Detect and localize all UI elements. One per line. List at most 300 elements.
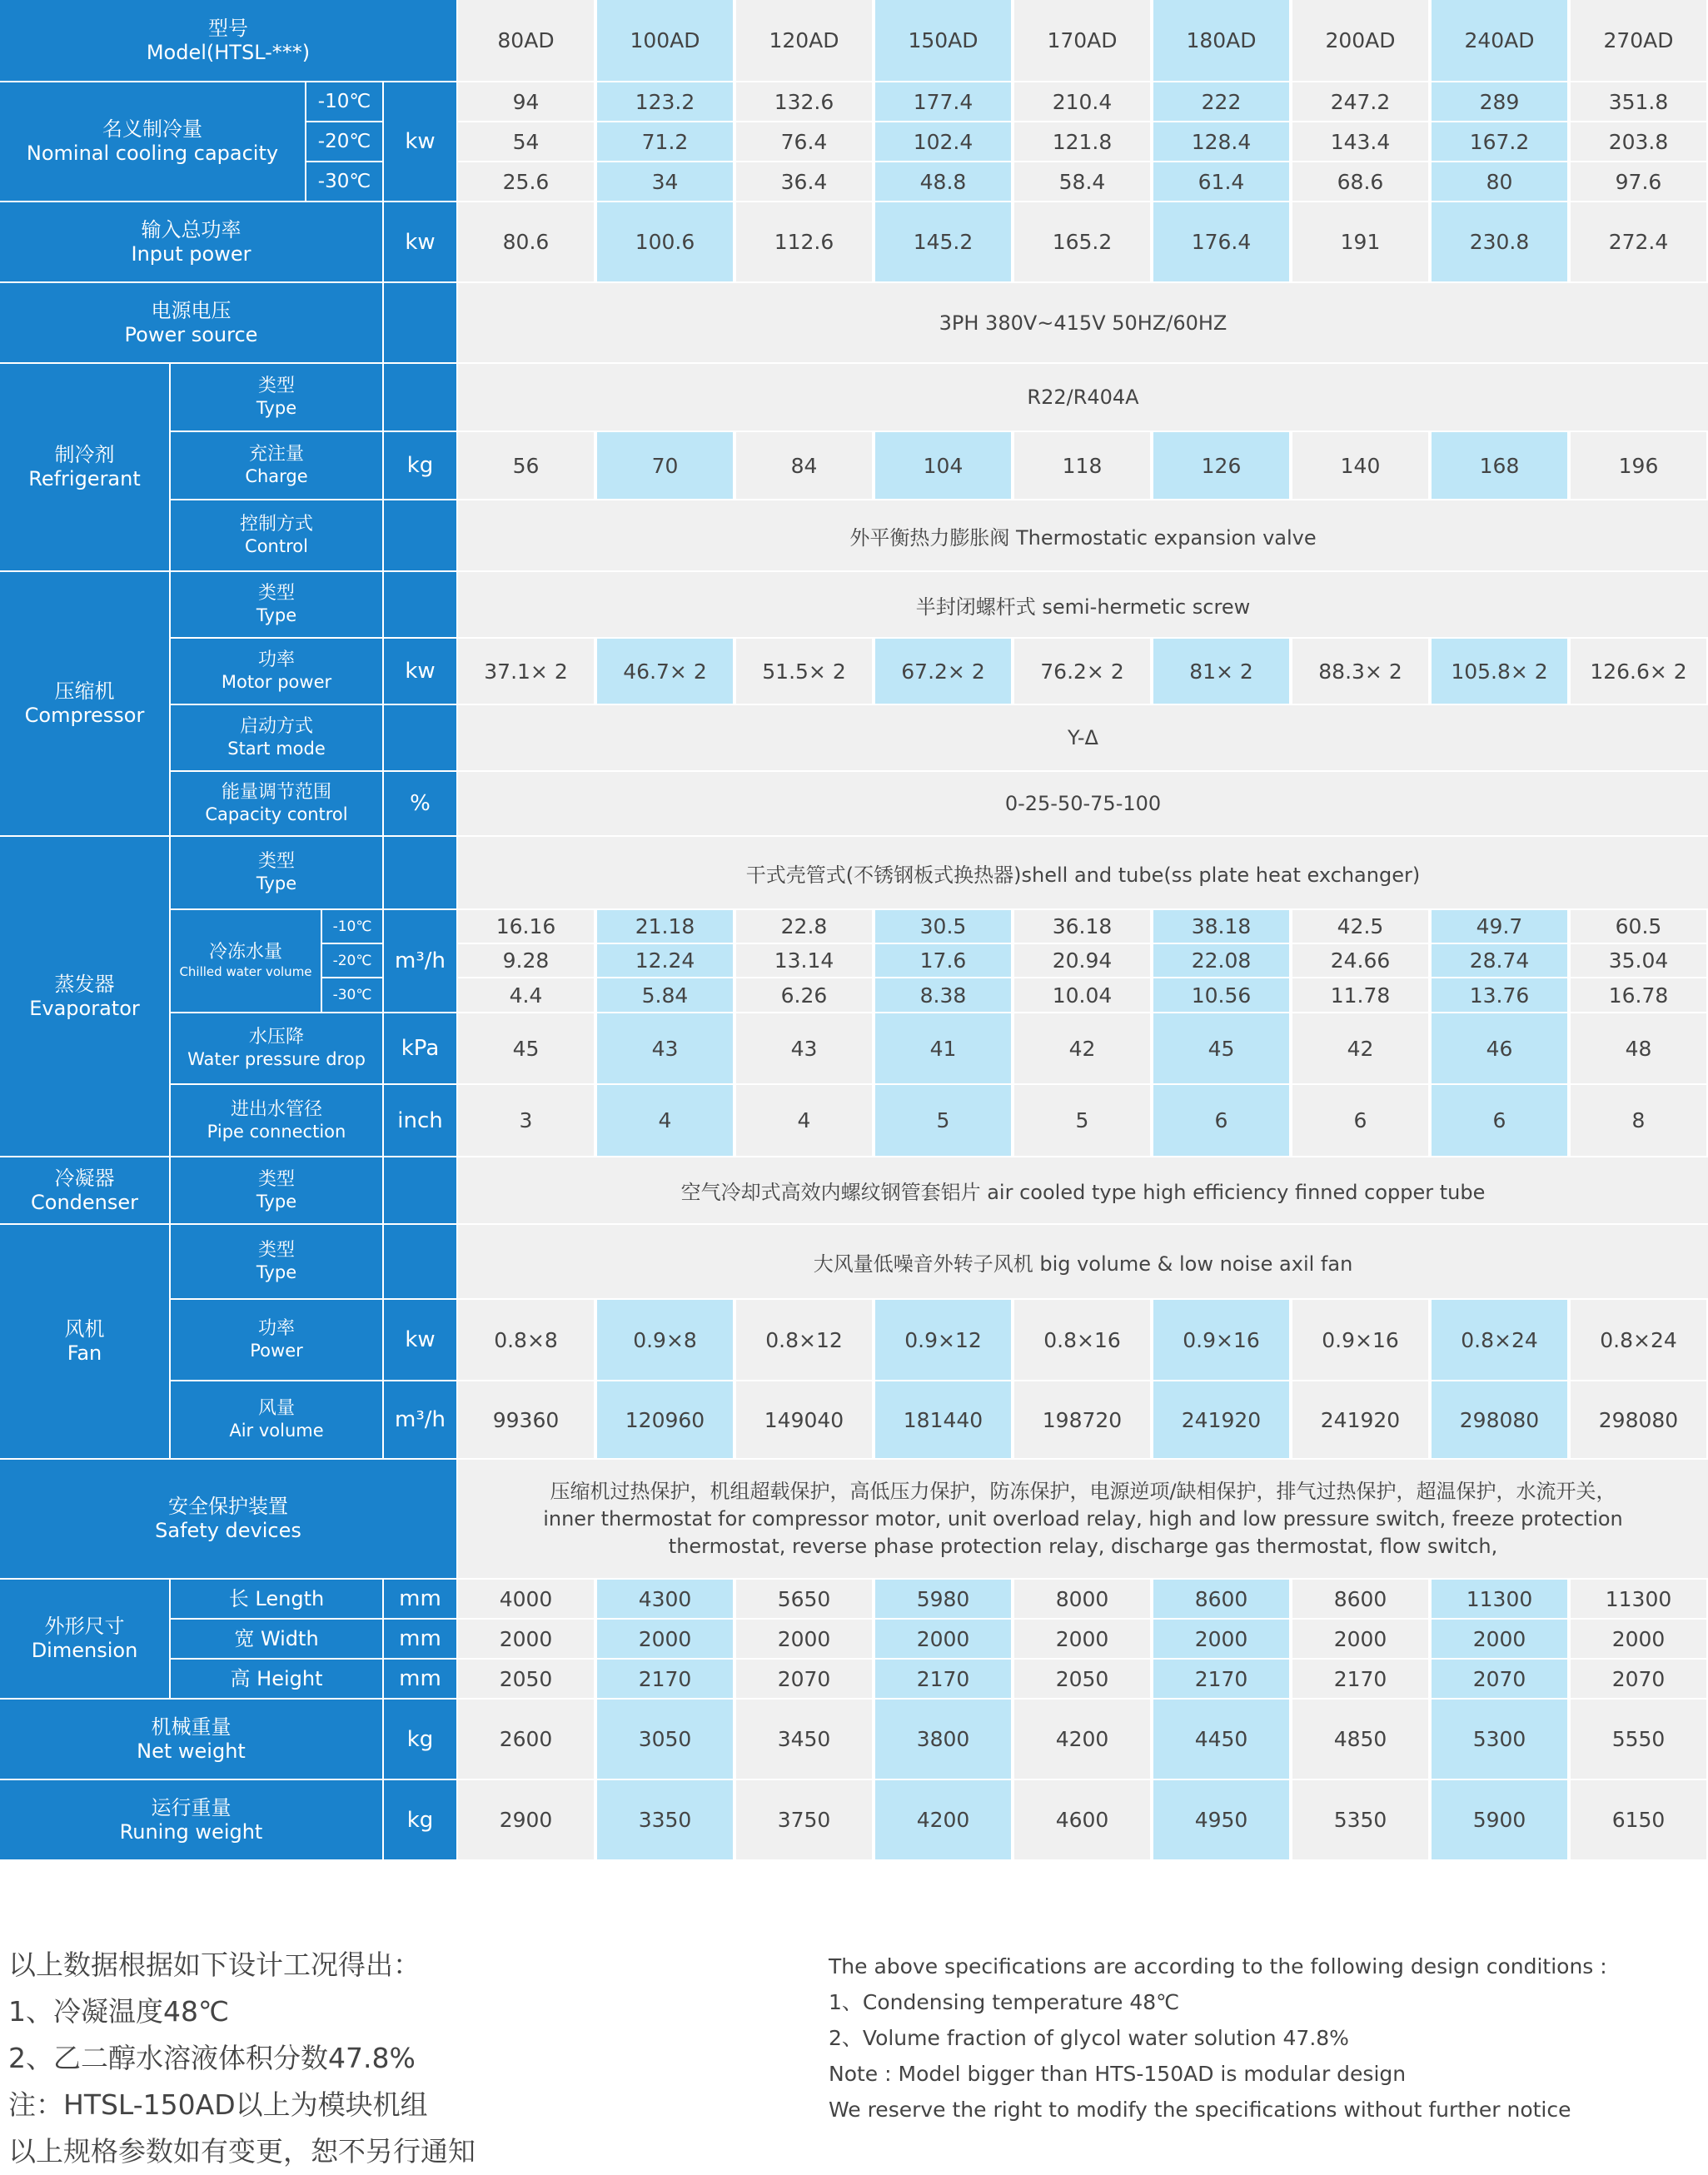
chilled-water-row-2-cell: 20.94 xyxy=(1014,944,1150,977)
condenser-label xyxy=(0,1157,169,1223)
chilled-water-label xyxy=(171,910,321,1012)
fan-power-cell: 0.8×8 xyxy=(458,1300,594,1380)
compressor-motor-unit xyxy=(384,639,456,704)
dimension-row-label xyxy=(171,1660,382,1698)
chilled-water-row-1-cell: 49.7 xyxy=(1432,910,1567,943)
pressure-drop-cell: 41 xyxy=(875,1013,1011,1083)
dimension-row-label-text: 宽 Width xyxy=(234,1626,319,1650)
compressor-motor-cell: 46.7× 2 xyxy=(597,639,733,704)
condenser-type-label-en: Type xyxy=(256,1191,297,1212)
cooling-row-1-cell: 289 xyxy=(1432,82,1567,121)
pressure-drop-label-cn: 水压降 xyxy=(248,1027,304,1048)
refrigerant-type-value: R22/R404A xyxy=(458,364,1708,431)
note-cn-line: 2、乙二醇水溶液体积分数47.8% xyxy=(8,2042,416,2074)
chilled-water-temp-text: -30℃ xyxy=(332,987,372,1003)
dimension-row-cell: 4000 xyxy=(458,1580,594,1618)
chilled-water-temp-text: -10℃ xyxy=(332,918,372,935)
chilled-water-row-1-cell: 60.5 xyxy=(1571,910,1706,943)
input-power-cell: 112.6 xyxy=(736,202,872,281)
evaporator-label-en: Evaporator xyxy=(29,996,140,1020)
compressor-capacity-unit-text: % xyxy=(410,791,431,816)
dimension-row-cell: 2070 xyxy=(1432,1660,1567,1698)
refrigerant-control-value: 外平衡热力膨胀阀 Thermostatic expansion valve xyxy=(458,500,1708,570)
fan-air-cell: 241920 xyxy=(1292,1381,1428,1458)
model-cell: 240AD xyxy=(1432,0,1567,81)
dimension-row-label-text: 长 Length xyxy=(228,1586,325,1610)
dimension-row-unit-text: mm xyxy=(399,1586,441,1611)
cooling-row-2-cell: 128.4 xyxy=(1153,122,1289,161)
fan-power-unit xyxy=(384,1300,456,1380)
chilled-water-row-2-cell: 17.6 xyxy=(875,944,1011,977)
pipe-cell: 3 xyxy=(458,1085,594,1156)
compressor-motor-cell: 51.5× 2 xyxy=(736,639,872,704)
cooling-row-3-cell: 68.6 xyxy=(1292,162,1428,201)
input-power-cell: 272.4 xyxy=(1571,202,1706,281)
cooling-row-1-cell: 177.4 xyxy=(875,82,1011,121)
fan-power-label-en: Power xyxy=(250,1341,303,1361)
safety-line: thermostat, reverse phase protection relay, discharge gas thermostat, flow switch, xyxy=(668,1534,1498,1558)
refrigerant-charge-cell: 118 xyxy=(1014,432,1150,499)
compressor-type-unit xyxy=(384,572,456,637)
fan-power-cell: 0.9×8 xyxy=(597,1300,733,1380)
safety-line: inner thermostat for compressor motor, unit overload relay, high and low pressure switch, freeze protection xyxy=(543,1506,1623,1530)
chilled-water-row-2-cell: 9.28 xyxy=(458,944,594,977)
compressor-motor-unit-text: kw xyxy=(405,659,436,684)
dimension-row-cell: 2170 xyxy=(597,1660,733,1698)
run-weight-label-cn: 运行重量 xyxy=(151,1795,232,1819)
fan-power-cell: 0.9×16 xyxy=(1292,1300,1428,1380)
net-weight-cell: 4850 xyxy=(1292,1700,1428,1779)
model-cell: 270AD xyxy=(1571,0,1706,81)
cooling-row-3-cell: 34 xyxy=(597,162,733,201)
refrigerant-charge-cell: 196 xyxy=(1571,432,1706,499)
fan-label xyxy=(0,1225,169,1458)
fan-power-cell: 0.8×24 xyxy=(1571,1300,1706,1380)
chilled-water-row-1-cell: 22.8 xyxy=(736,910,872,943)
net-weight-cell: 3450 xyxy=(736,1700,872,1779)
refrigerant-label-cn: 制冷剂 xyxy=(54,443,115,466)
dimension-row-cell: 4300 xyxy=(597,1580,733,1618)
net-weight-label-cn: 机械重量 xyxy=(151,1715,232,1739)
net-weight-cell: 3800 xyxy=(875,1700,1011,1779)
cooling-label xyxy=(0,82,305,201)
chilled-water-row-1-cell: 38.18 xyxy=(1153,910,1289,943)
dimension-row-cell: 2000 xyxy=(1432,1620,1567,1658)
fan-type-label xyxy=(171,1225,382,1298)
note-cn-line: 1、冷凝温度48℃ xyxy=(8,1995,230,2028)
net-weight-cell: 2600 xyxy=(458,1700,594,1779)
pipe-unit xyxy=(384,1085,456,1156)
cooling-row-2-cell: 54 xyxy=(458,122,594,161)
chilled-water-label-en: Chilled water volume xyxy=(179,964,312,979)
run-weight-cell: 5350 xyxy=(1292,1780,1428,1859)
evaporator-type-unit xyxy=(384,837,456,908)
fan-air-label-en: Air volume xyxy=(229,1421,324,1441)
dimension-row-cell: 2000 xyxy=(1571,1620,1706,1658)
input-power-cell: 176.4 xyxy=(1153,202,1289,281)
run-weight-unit xyxy=(384,1780,456,1859)
pipe-cell: 5 xyxy=(875,1085,1011,1156)
chilled-water-row-3-cell: 6.26 xyxy=(736,978,872,1012)
chilled-water-temp xyxy=(322,910,382,943)
input-power-cell: 100.6 xyxy=(597,202,733,281)
net-weight-cell: 3050 xyxy=(597,1700,733,1779)
dimension-row-unit-text: mm xyxy=(399,1666,441,1691)
chilled-water-unit xyxy=(384,910,456,1012)
pipe-cell: 5 xyxy=(1014,1085,1150,1156)
compressor-type-value: 半封闭螺杆式 semi-hermetic screw xyxy=(458,572,1708,637)
cooling-row-3-cell: 61.4 xyxy=(1153,162,1289,201)
refrigerant-control-unit xyxy=(384,500,456,570)
chilled-water-row-1-cell: 21.18 xyxy=(597,910,733,943)
fan-air-cell: 298080 xyxy=(1432,1381,1567,1458)
dimension-label-en: Dimension xyxy=(31,1639,138,1662)
cooling-row-3-cell: 36.4 xyxy=(736,162,872,201)
dimension-row-cell: 2070 xyxy=(1571,1660,1706,1698)
input-power-cell: 80.6 xyxy=(458,202,594,281)
cooling-row-2-cell: 102.4 xyxy=(875,122,1011,161)
safety-label xyxy=(0,1460,456,1578)
fan-type-label-en: Type xyxy=(256,1262,297,1282)
fan-air-unit xyxy=(384,1381,456,1458)
dimension-row-unit xyxy=(384,1620,456,1658)
fan-air-cell: 198720 xyxy=(1014,1381,1150,1458)
run-weight-cell: 3750 xyxy=(736,1780,872,1859)
compressor-label-cn: 压缩机 xyxy=(54,679,115,703)
model-cell: 100AD xyxy=(597,0,733,81)
notes-en xyxy=(829,1949,1607,2128)
pipe-label-cn: 进出水管径 xyxy=(230,1098,322,1120)
chilled-water-temp-text: -20℃ xyxy=(332,952,372,969)
chilled-water-row-1-cell: 42.5 xyxy=(1292,910,1428,943)
refrigerant-charge-label-cn: 充注量 xyxy=(248,444,304,465)
chilled-water-row-2-cell: 12.24 xyxy=(597,944,733,977)
input-power-cell: 191 xyxy=(1292,202,1428,281)
chilled-water-row-2-cell: 24.66 xyxy=(1292,944,1428,977)
dimension-row-cell: 11300 xyxy=(1432,1580,1567,1618)
chilled-water-row-3-cell: 10.04 xyxy=(1014,978,1150,1012)
power-source-label-en: Power source xyxy=(124,322,258,346)
dimension-row-cell: 2170 xyxy=(1153,1660,1289,1698)
dimension-row-cell: 2000 xyxy=(1292,1620,1428,1658)
cooling-unit xyxy=(384,82,456,201)
chilled-water-row-1-cell: 30.5 xyxy=(875,910,1011,943)
fan-air-cell: 99360 xyxy=(458,1381,594,1458)
chilled-water-row-2-cell: 28.74 xyxy=(1432,944,1567,977)
compressor-capacity-unit xyxy=(384,772,456,835)
refrigerant-charge-cell: 126 xyxy=(1153,432,1289,499)
pipe-cell: 6 xyxy=(1432,1085,1567,1156)
run-weight-unit-text: kg xyxy=(406,1807,434,1833)
run-weight-label xyxy=(0,1780,382,1859)
dimension-row-cell: 8600 xyxy=(1153,1580,1289,1618)
compressor-start-label xyxy=(171,705,382,770)
compressor-motor-cell: 126.6× 2 xyxy=(1571,639,1706,704)
cooling-row-3-cell: 80 xyxy=(1432,162,1567,201)
model-cell: 170AD xyxy=(1014,0,1150,81)
net-weight-label-en: Net weight xyxy=(137,1739,246,1763)
cooling-row-1-cell: 247.2 xyxy=(1292,82,1428,121)
evaporator-type-label xyxy=(171,837,382,908)
net-weight-cell: 5300 xyxy=(1432,1700,1567,1779)
pipe-unit-text: inch xyxy=(397,1107,443,1133)
fan-air-unit-text: m³/h xyxy=(395,1407,446,1432)
chilled-water-row-3-cell: 11.78 xyxy=(1292,978,1428,1012)
pipe-cell: 6 xyxy=(1292,1085,1428,1156)
chilled-water-row-2-cell: 22.08 xyxy=(1153,944,1289,977)
condenser-type-label-cn: 类型 xyxy=(257,1168,295,1190)
fan-type-unit xyxy=(384,1225,456,1298)
dimension-label xyxy=(0,1580,169,1698)
fan-power-cell: 0.8×16 xyxy=(1014,1300,1150,1380)
input-power-cell: 230.8 xyxy=(1432,202,1567,281)
cooling-row-2-cell: 71.2 xyxy=(597,122,733,161)
refrigerant-charge-cell: 104 xyxy=(875,432,1011,499)
refrigerant-charge-unit-text: kg xyxy=(406,453,434,478)
net-weight-cell: 4200 xyxy=(1014,1700,1150,1779)
safety-label-en: Safety devices xyxy=(155,1519,301,1542)
cooling-row-3-cell: 25.6 xyxy=(458,162,594,201)
dimension-row-label-text: 高 Height xyxy=(230,1666,323,1690)
refrigerant-charge-cell: 56 xyxy=(458,432,594,499)
refrigerant-type-label xyxy=(171,364,382,431)
pressure-drop-cell: 45 xyxy=(458,1013,594,1083)
fan-type-value: 大风量低噪音外转子风机 big volume & low noise axil fan xyxy=(458,1225,1708,1298)
refrigerant-control-label-en: Control xyxy=(245,536,308,556)
net-weight-cell: 4450 xyxy=(1153,1700,1289,1779)
fan-air-cell: 298080 xyxy=(1571,1381,1706,1458)
pipe-label xyxy=(171,1085,382,1156)
condenser-label-cn: 冷凝器 xyxy=(54,1166,115,1190)
pressure-drop-label xyxy=(171,1013,382,1083)
fan-air-cell: 241920 xyxy=(1153,1381,1289,1458)
compressor-start-label-cn: 启动方式 xyxy=(239,716,313,737)
refrigerant-charge-label-en: Charge xyxy=(245,466,308,486)
input-power-cell: 165.2 xyxy=(1014,202,1150,281)
refrigerant-type-label-cn: 类型 xyxy=(257,376,295,396)
note-en-line: The above specifications are according to the following design conditions : xyxy=(829,1954,1607,1978)
safety-value xyxy=(458,1460,1708,1578)
refrigerant-charge-unit xyxy=(384,432,456,499)
compressor-motor-cell: 37.1× 2 xyxy=(458,639,594,704)
cooling-temp-text: -10℃ xyxy=(317,91,371,112)
chilled-water-row-2-cell: 13.14 xyxy=(736,944,872,977)
cooling-row-1-cell: 132.6 xyxy=(736,82,872,121)
run-weight-cell: 4600 xyxy=(1014,1780,1150,1859)
cooling-row-1-cell: 222 xyxy=(1153,82,1289,121)
fan-power-label-cn: 功率 xyxy=(257,1318,295,1339)
net-weight-cell: 5550 xyxy=(1571,1700,1706,1779)
condenser-type-label xyxy=(171,1157,382,1223)
model-cell: 180AD xyxy=(1153,0,1289,81)
safety-label-cn: 安全保护装置 xyxy=(168,1495,288,1518)
cooling-row-2-cell: 167.2 xyxy=(1432,122,1567,161)
chilled-water-temp xyxy=(322,978,382,1012)
dimension-row-cell: 2000 xyxy=(458,1620,594,1658)
pressure-drop-cell: 48 xyxy=(1571,1013,1706,1083)
cooling-row-1-cell: 351.8 xyxy=(1571,82,1706,121)
input-power-unit-text: kw xyxy=(405,229,436,255)
refrigerant-charge-cell: 168 xyxy=(1432,432,1567,499)
condenser-label-en: Condenser xyxy=(31,1190,138,1214)
condenser-type-unit xyxy=(384,1157,456,1223)
pressure-drop-cell: 45 xyxy=(1153,1013,1289,1083)
cooling-label-en: Nominal cooling capacity xyxy=(26,142,279,165)
cooling-label-cn: 名义制冷量 xyxy=(102,117,202,141)
fan-label-en: Fan xyxy=(67,1341,102,1365)
dimension-row-cell: 2170 xyxy=(1292,1660,1428,1698)
run-weight-cell: 5900 xyxy=(1432,1780,1567,1859)
fan-power-unit-text: kw xyxy=(405,1327,436,1352)
cooling-row-1-cell: 94 xyxy=(458,82,594,121)
evaporator-label xyxy=(0,837,169,1156)
pressure-drop-cell: 46 xyxy=(1432,1013,1567,1083)
refrigerant-control-label-cn: 控制方式 xyxy=(239,514,313,535)
compressor-label-en: Compressor xyxy=(24,704,145,727)
power-source-value: 3PH 380V~415V 50HZ/60HZ xyxy=(458,283,1708,362)
dimension-row-cell: 8600 xyxy=(1292,1580,1428,1618)
dimension-row-cell: 5980 xyxy=(875,1580,1011,1618)
model-cell: 120AD xyxy=(736,0,872,81)
dimension-row-cell: 2000 xyxy=(736,1620,872,1658)
net-weight-unit xyxy=(384,1700,456,1779)
dimension-label-cn: 外形尺寸 xyxy=(44,1615,125,1638)
refrigerant-control-label xyxy=(171,500,382,570)
note-en-line: 1、Condensing temperature 48℃ xyxy=(829,1990,1180,2014)
pipe-cell: 6 xyxy=(1153,1085,1289,1156)
chilled-water-unit-text: m³/h xyxy=(395,948,446,973)
model-cell: 80AD xyxy=(458,0,594,81)
fan-air-cell: 120960 xyxy=(597,1381,733,1458)
dimension-row-cell: 2170 xyxy=(875,1660,1011,1698)
note-cn-line: 以上数据根据如下设计工况得出： xyxy=(8,1949,421,1981)
compressor-motor-cell: 105.8× 2 xyxy=(1432,639,1567,704)
compressor-capacity-label-en: Capacity control xyxy=(205,804,348,824)
run-weight-cell: 4200 xyxy=(875,1780,1011,1859)
fan-power-cell: 0.8×24 xyxy=(1432,1300,1567,1380)
pipe-cell: 4 xyxy=(736,1085,872,1156)
cooling-row-2-cell: 203.8 xyxy=(1571,122,1706,161)
cooling-temp xyxy=(306,82,382,121)
evaporator-type-label-cn: 类型 xyxy=(257,851,295,872)
refrigerant-label xyxy=(0,364,169,570)
compressor-motor-label xyxy=(171,639,382,704)
safety-line: 压缩机过热保护，机组超载保护，高低压力保护，防冻保护，电源逆项/缺相保护，排气过热保护，超温保护，水流开关， xyxy=(550,1479,1616,1503)
evaporator-type-label-en: Type xyxy=(256,873,297,893)
fan-air-label xyxy=(171,1381,382,1458)
cooling-temp xyxy=(306,122,382,161)
pressure-drop-unit xyxy=(384,1013,456,1083)
net-weight-label xyxy=(0,1700,382,1779)
cooling-row-1-cell: 123.2 xyxy=(597,82,733,121)
cooling-row-1-cell: 210.4 xyxy=(1014,82,1150,121)
dimension-row-cell: 2000 xyxy=(1014,1620,1150,1658)
cooling-temp-text: -30℃ xyxy=(317,171,371,192)
cooling-row-3-cell: 97.6 xyxy=(1571,162,1706,201)
compressor-capacity-value: 0-25-50-75-100 xyxy=(458,772,1708,835)
input-power-label xyxy=(0,202,382,281)
refrigerant-label-en: Refrigerant xyxy=(28,467,141,490)
fan-power-cell: 0.9×16 xyxy=(1153,1300,1289,1380)
compressor-type-label-cn: 类型 xyxy=(257,583,295,604)
condenser-type-value: 空气冷却式高效内螺纹钢管套铝片 air cooled type high efficiency finned copper tube xyxy=(458,1157,1708,1223)
run-weight-cell: 4950 xyxy=(1153,1780,1289,1859)
run-weight-cell: 6150 xyxy=(1571,1780,1706,1859)
model-label-cn: 型号 xyxy=(208,16,248,40)
refrigerant-charge-cell: 70 xyxy=(597,432,733,499)
refrigerant-type-label-en: Type xyxy=(256,398,297,418)
dimension-row-cell: 5650 xyxy=(736,1580,872,1618)
run-weight-label-en: Runing weight xyxy=(119,1819,263,1844)
model-label xyxy=(0,0,456,81)
net-weight-unit-text: kg xyxy=(406,1726,434,1752)
compressor-start-label-en: Start mode xyxy=(227,739,326,759)
pressure-drop-cell: 42 xyxy=(1014,1013,1150,1083)
chilled-water-row-3-cell: 16.78 xyxy=(1571,978,1706,1012)
compressor-motor-cell: 88.3× 2 xyxy=(1292,639,1428,704)
compressor-motor-cell: 81× 2 xyxy=(1153,639,1289,704)
note-en-line: Note : Model bigger than HTS-150AD is modular design xyxy=(829,2062,1407,2086)
input-power-label-cn: 输入总功率 xyxy=(141,217,242,241)
cooling-row-2-cell: 121.8 xyxy=(1014,122,1150,161)
dimension-row-cell: 2000 xyxy=(1153,1620,1289,1658)
fan-air-cell: 181440 xyxy=(875,1381,1011,1458)
note-en-line: 2、Volume fraction of glycol water solution 47.8% xyxy=(829,2026,1349,2050)
compressor-label xyxy=(0,572,169,835)
input-power-cell: 145.2 xyxy=(875,202,1011,281)
fan-power-cell: 0.9×12 xyxy=(875,1300,1011,1380)
dimension-row-label xyxy=(171,1620,382,1658)
input-power-label-en: Input power xyxy=(131,241,251,266)
chilled-water-row-3-cell: 4.4 xyxy=(458,978,594,1012)
fan-air-label-cn: 风量 xyxy=(257,1398,295,1419)
model-label-en: Model(HTSL-***) xyxy=(146,40,311,64)
chilled-water-row-3-cell: 10.56 xyxy=(1153,978,1289,1012)
run-weight-cell: 3350 xyxy=(597,1780,733,1859)
refrigerant-charge-label xyxy=(171,432,382,499)
compressor-type-label xyxy=(171,572,382,637)
note-cn-line: 注：HTSL-150AD以上为模块机组 xyxy=(8,2088,428,2121)
chilled-water-temp xyxy=(322,944,382,977)
pressure-drop-cell: 43 xyxy=(736,1013,872,1083)
pressure-drop-label-en: Water pressure drop xyxy=(187,1049,366,1069)
compressor-start-unit xyxy=(384,705,456,770)
dimension-row-unit xyxy=(384,1660,456,1698)
pipe-cell: 4 xyxy=(597,1085,733,1156)
chilled-water-row-1-cell: 36.18 xyxy=(1014,910,1150,943)
evaporator-type-value: 干式壳管式(不锈钢板式换热器)shell and tube(ss plate heat exchanger) xyxy=(458,837,1708,908)
compressor-start-value: Y-Δ xyxy=(458,705,1708,770)
power-source-label-cn: 电源电压 xyxy=(151,298,232,322)
model-cell: 200AD xyxy=(1292,0,1428,81)
dimension-row-cell: 8000 xyxy=(1014,1580,1150,1618)
chilled-water-row-1-cell: 16.16 xyxy=(458,910,594,943)
compressor-motor-cell: 76.2× 2 xyxy=(1014,639,1150,704)
dimension-row-cell: 2050 xyxy=(1014,1660,1150,1698)
pipe-label-en: Pipe connection xyxy=(207,1121,346,1142)
pressure-drop-cell: 42 xyxy=(1292,1013,1428,1083)
fan-type-label-cn: 类型 xyxy=(257,1240,295,1261)
chilled-water-label-cn: 冷冻水量 xyxy=(208,942,282,963)
cooling-row-3-cell: 58.4 xyxy=(1014,162,1150,201)
dimension-row-unit xyxy=(384,1580,456,1618)
compressor-motor-cell: 67.2× 2 xyxy=(875,639,1011,704)
compressor-capacity-label xyxy=(171,772,382,835)
evaporator-label-cn: 蒸发器 xyxy=(54,972,115,996)
dimension-row-cell: 2000 xyxy=(875,1620,1011,1658)
chilled-water-row-3-cell: 8.38 xyxy=(875,978,1011,1012)
dimension-row-cell: 2000 xyxy=(597,1620,733,1658)
